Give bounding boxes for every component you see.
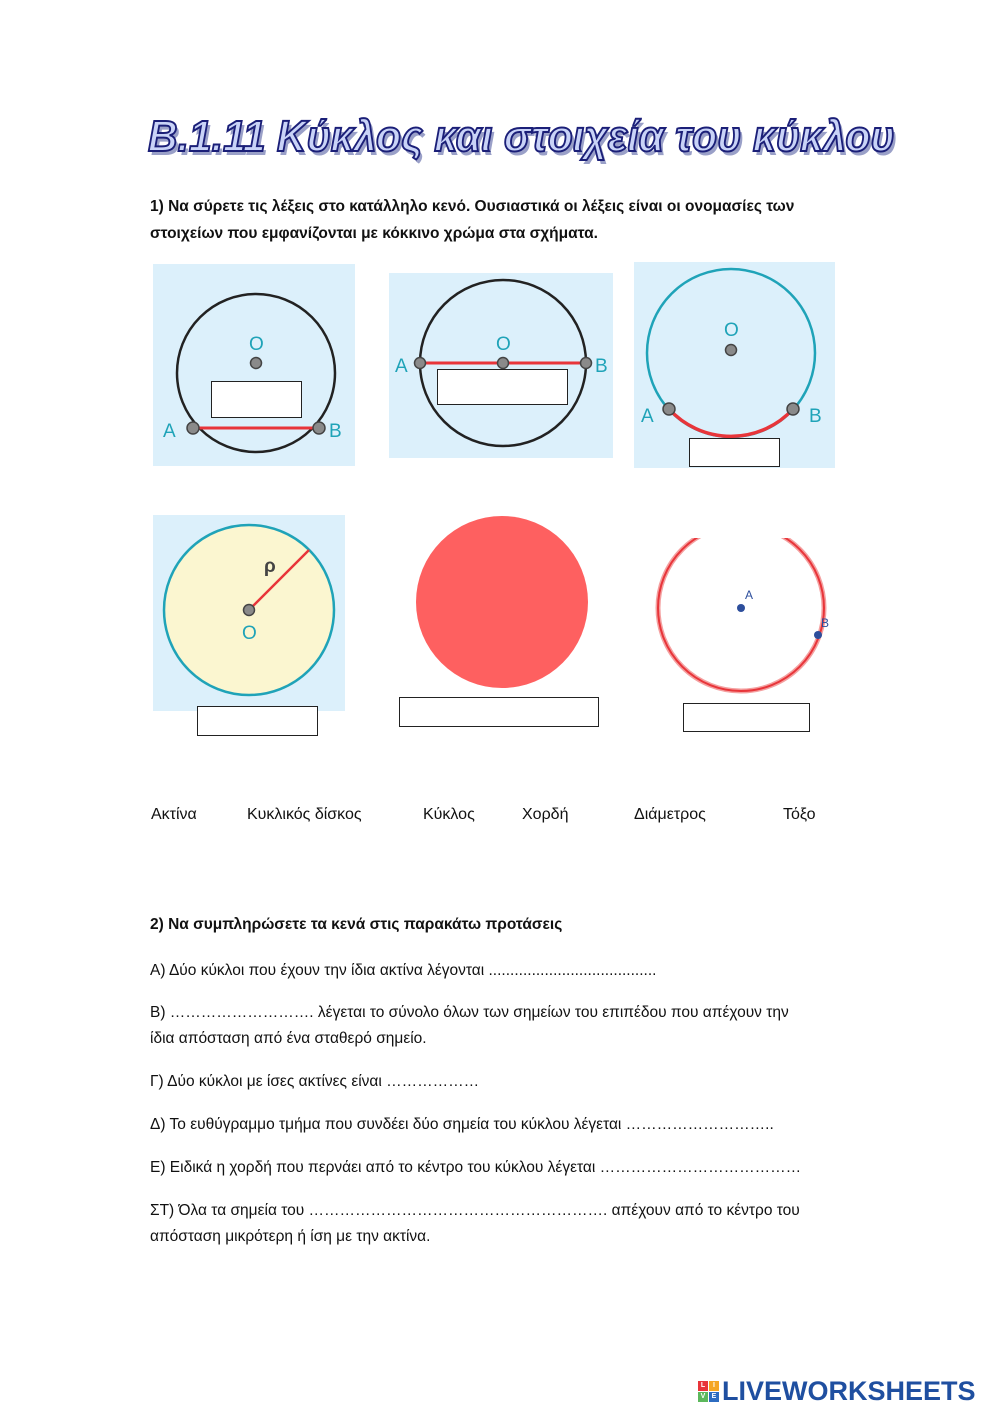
- question-b: [150, 1000, 840, 1052]
- drop-box-arc[interactable]: [689, 438, 780, 467]
- question-b-line-1: Β) ………………………. λέγεται το σύνολο όλων των σημείων του επιπέδου που απέχουν την: [150, 1004, 789, 1021]
- worksheet-title: Β.1.11 Κύκλος και στοιχεία του κύκλου: [148, 112, 895, 161]
- drop-box-diameter[interactable]: [437, 369, 568, 405]
- radius-label: ρ: [264, 556, 276, 577]
- word-diameter[interactable]: Διάμετρος: [634, 806, 706, 823]
- center-label: O: [249, 334, 264, 355]
- center-label: O: [242, 623, 257, 644]
- question-c: Γ) Δύο κύκλοι με ίσες ακτίνες είναι ………………: [150, 1073, 480, 1090]
- instructions-line-2: στοιχείων που εμφανίζονται με κόκκινο χρώμα στα σχήματα.: [150, 225, 598, 242]
- point-a-label: A: [641, 406, 654, 427]
- word-chord[interactable]: Χορδή: [522, 806, 569, 823]
- section2-heading: 2) Να συμπληρώσετε τα κενά στις παρακάτω προτάσεις: [150, 916, 563, 933]
- question-d: Δ) Το ευθύγραμμο τμήμα που συνδέει δύο σημεία του κύκλου λέγεται ………………………..: [150, 1116, 774, 1133]
- figure-circle: [650, 538, 840, 698]
- drop-box-circle[interactable]: [683, 703, 810, 732]
- question-f-line-2: απόσταση μικρότερη ή ίση με την ακτίνα.: [150, 1228, 431, 1245]
- question-f-line-1: ΣΤ) Όλα τα σημεία του …………………………………………………. απέχουν από το κέντρο του: [150, 1202, 800, 1219]
- figure-disk: [414, 514, 590, 690]
- word-arc[interactable]: Τόξο: [783, 806, 816, 823]
- question-e: Ε) Ειδικά η χορδή που περνάει από το κέντρο του κύκλου λέγεται …………………………………: [150, 1159, 802, 1176]
- center-label: O: [496, 334, 511, 355]
- center-label: O: [724, 320, 739, 341]
- logo-mark-e: E: [709, 1392, 719, 1402]
- point-b-label: B: [595, 356, 608, 377]
- drop-box-chord[interactable]: [211, 381, 302, 418]
- logo-mark-l: L: [698, 1381, 708, 1391]
- question-f: [150, 1198, 840, 1250]
- point-a-label: A: [395, 356, 408, 377]
- point-b-label: B: [809, 406, 822, 427]
- figure-radius: [153, 515, 345, 711]
- instructions: [150, 193, 850, 247]
- drop-box-disk[interactable]: [399, 697, 599, 727]
- point-a-label: A: [745, 588, 754, 602]
- logo-mark-v: V: [698, 1392, 708, 1402]
- figure-chord: [153, 264, 355, 466]
- drop-box-radius[interactable]: [197, 706, 318, 736]
- liveworksheets-brand: LIVEWORKSHEETS: [722, 1375, 976, 1406]
- word-radius[interactable]: Ακτίνα: [151, 806, 197, 823]
- liveworksheets-mark-icon: [698, 1381, 719, 1402]
- word-circle[interactable]: Κύκλος: [423, 806, 475, 823]
- figure-diameter: [389, 273, 613, 458]
- question-a: Α) Δύο κύκλοι που έχουν την ίδια ακτίνα λέγονται .......................................: [150, 962, 657, 979]
- logo-mark-i: I: [709, 1381, 719, 1391]
- instructions-line-1: 1) Να σύρετε τις λέξεις στο κατάλληλο κενό. Ουσιαστικά οι λέξεις είναι οι ονομασίες των: [150, 198, 795, 215]
- point-b-label: B: [329, 421, 342, 442]
- liveworksheets-logo: [698, 1376, 976, 1406]
- point-b-label: B: [821, 616, 830, 630]
- word-circular-disk[interactable]: Κυκλικός δίσκος: [247, 806, 362, 823]
- point-a-label: A: [163, 421, 176, 442]
- question-b-line-2: ίδια απόσταση από ένα σταθερό σημείο.: [150, 1030, 427, 1047]
